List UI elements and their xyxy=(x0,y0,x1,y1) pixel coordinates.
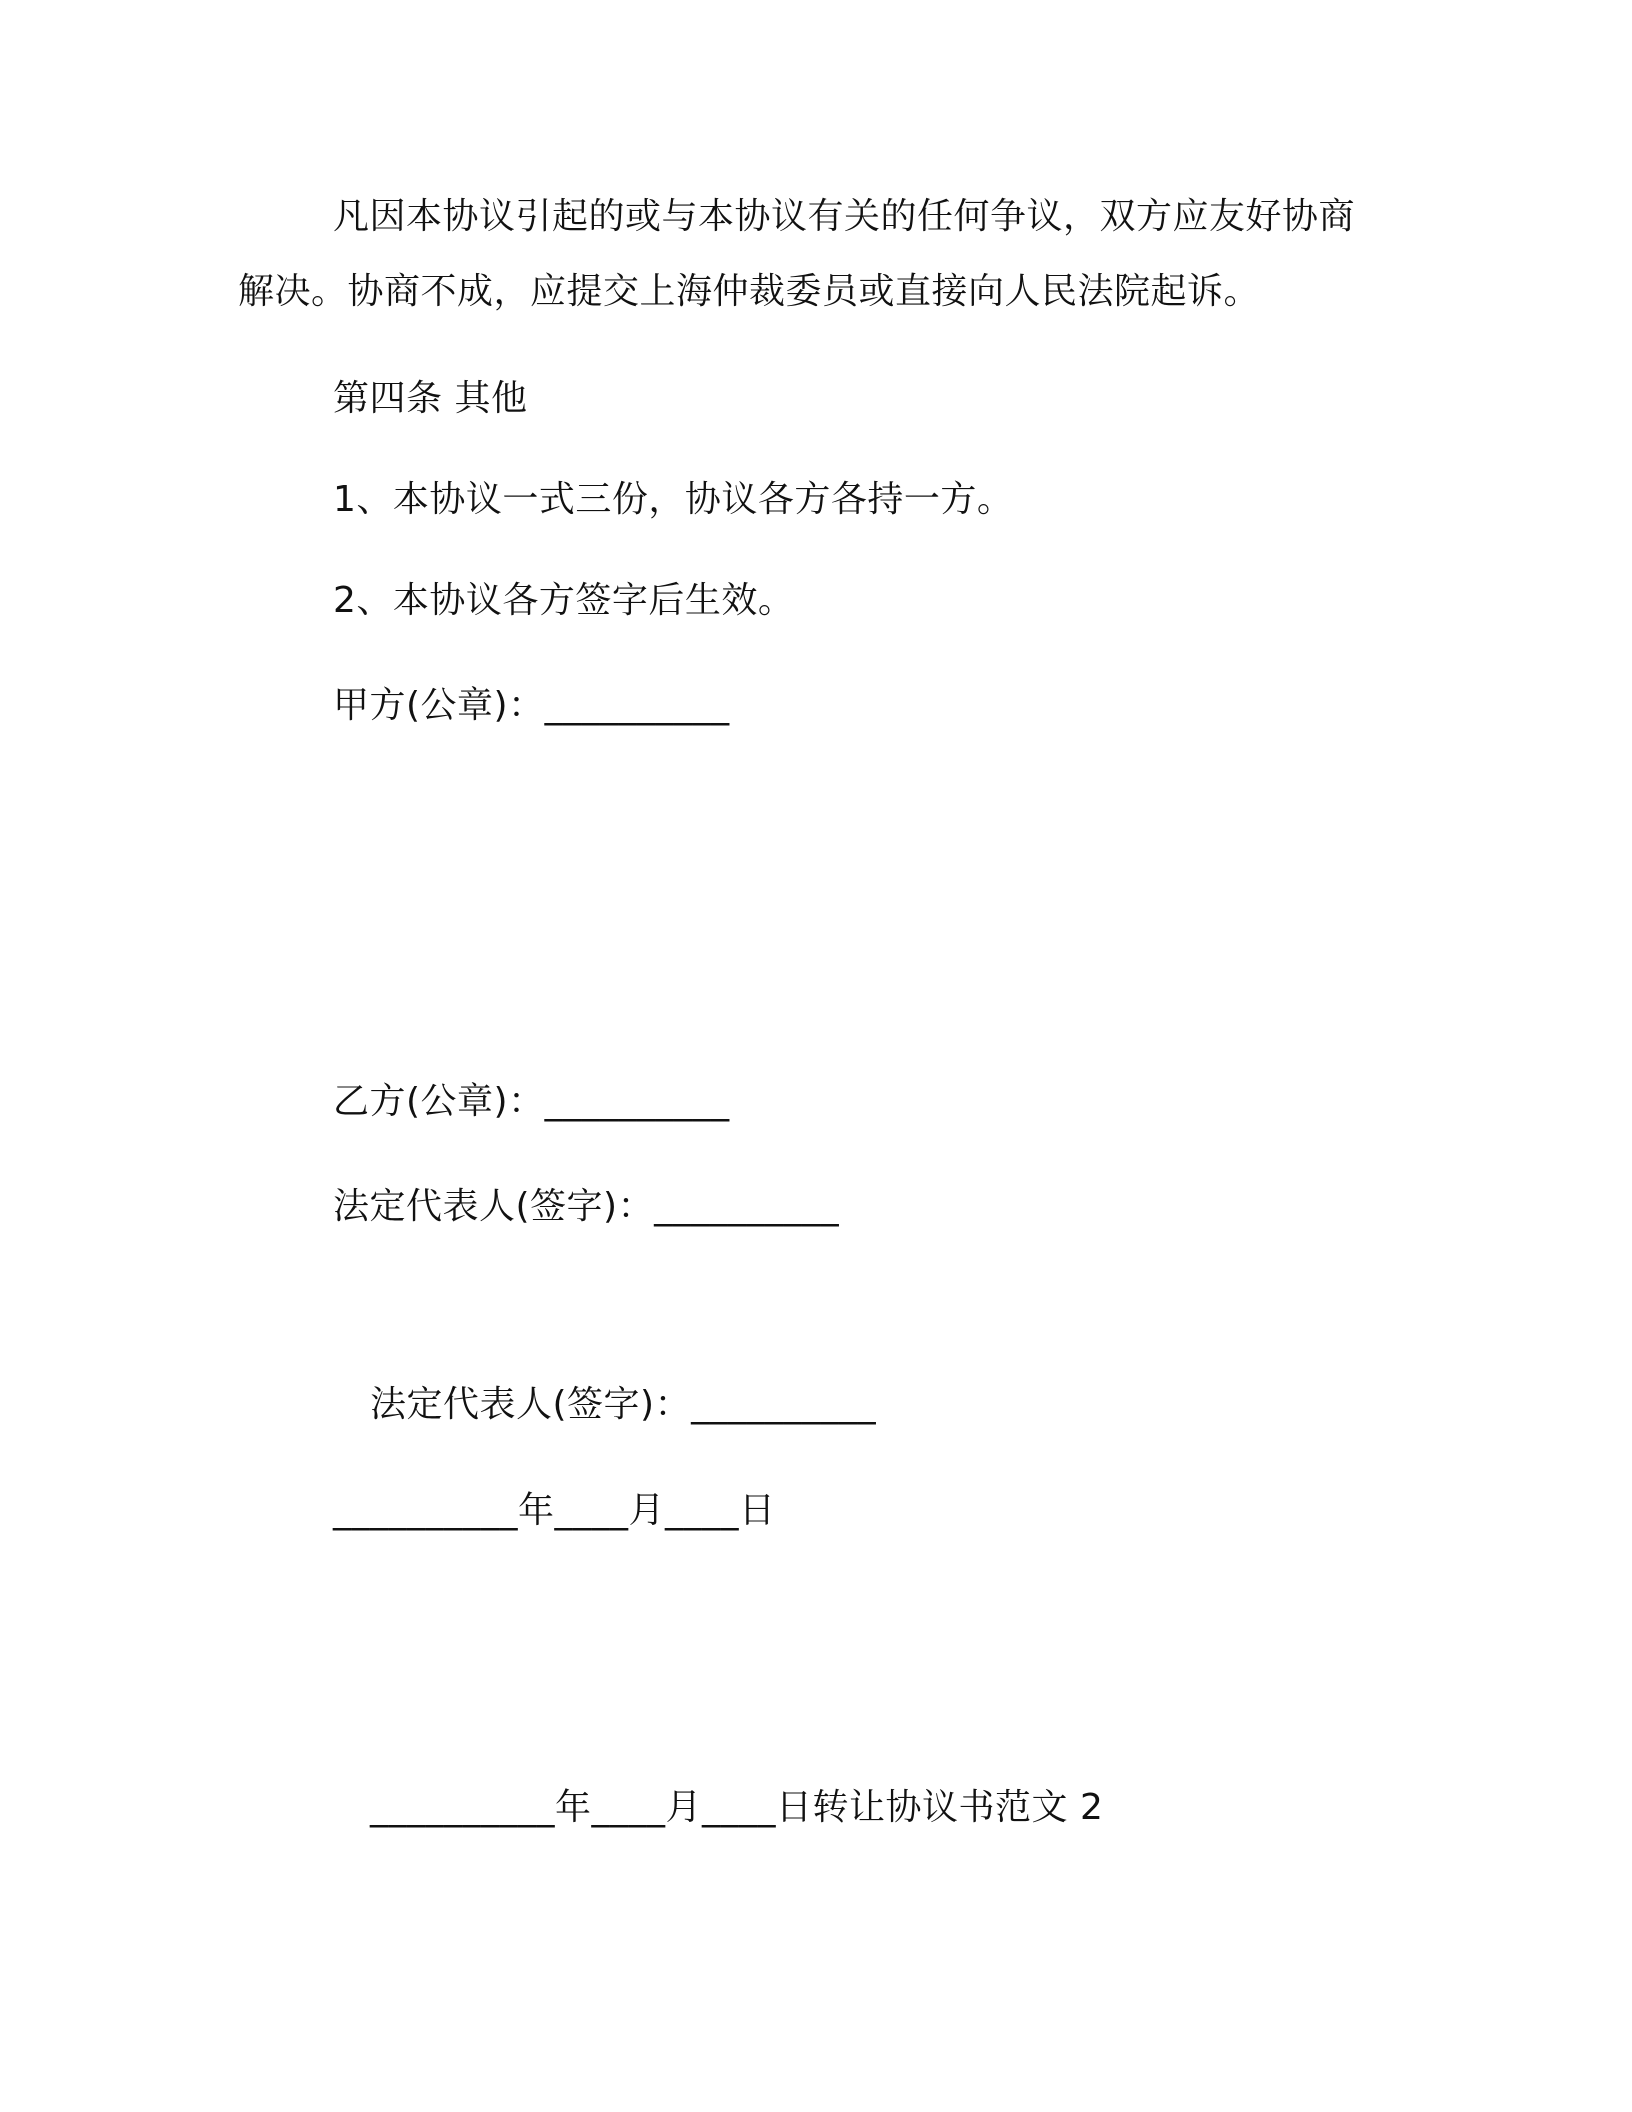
paragraph-line-1: 凡因本协议引起的或与本协议有关的任何争议，双方应友好协商 xyxy=(333,196,1356,237)
legal-representative-line-1: 法定代表人(签字)：__________ xyxy=(333,1186,840,1227)
list-item-2: 2、本协议各方签字后生效。 xyxy=(333,580,795,621)
paragraph-line-2: 解决。协商不成，应提交上海仲裁委员或直接向人民法院起诉。 xyxy=(238,271,1261,312)
list-item-1: 1、本协议一式三份，协议各方各持一方。 xyxy=(333,479,1014,520)
party-b-seal-line: 乙方(公章)：__________ xyxy=(333,1081,730,1122)
article-heading: 第四条 其他 xyxy=(333,378,528,419)
party-a-seal-line: 甲方(公章)：__________ xyxy=(333,685,730,726)
date-line-2-with-title: __________年____月____日转让协议书范文 2 xyxy=(370,1787,1104,1828)
legal-representative-line-2: 法定代表人(签字)：__________ xyxy=(370,1384,877,1425)
date-line-1: __________年____月____日 xyxy=(333,1490,776,1531)
